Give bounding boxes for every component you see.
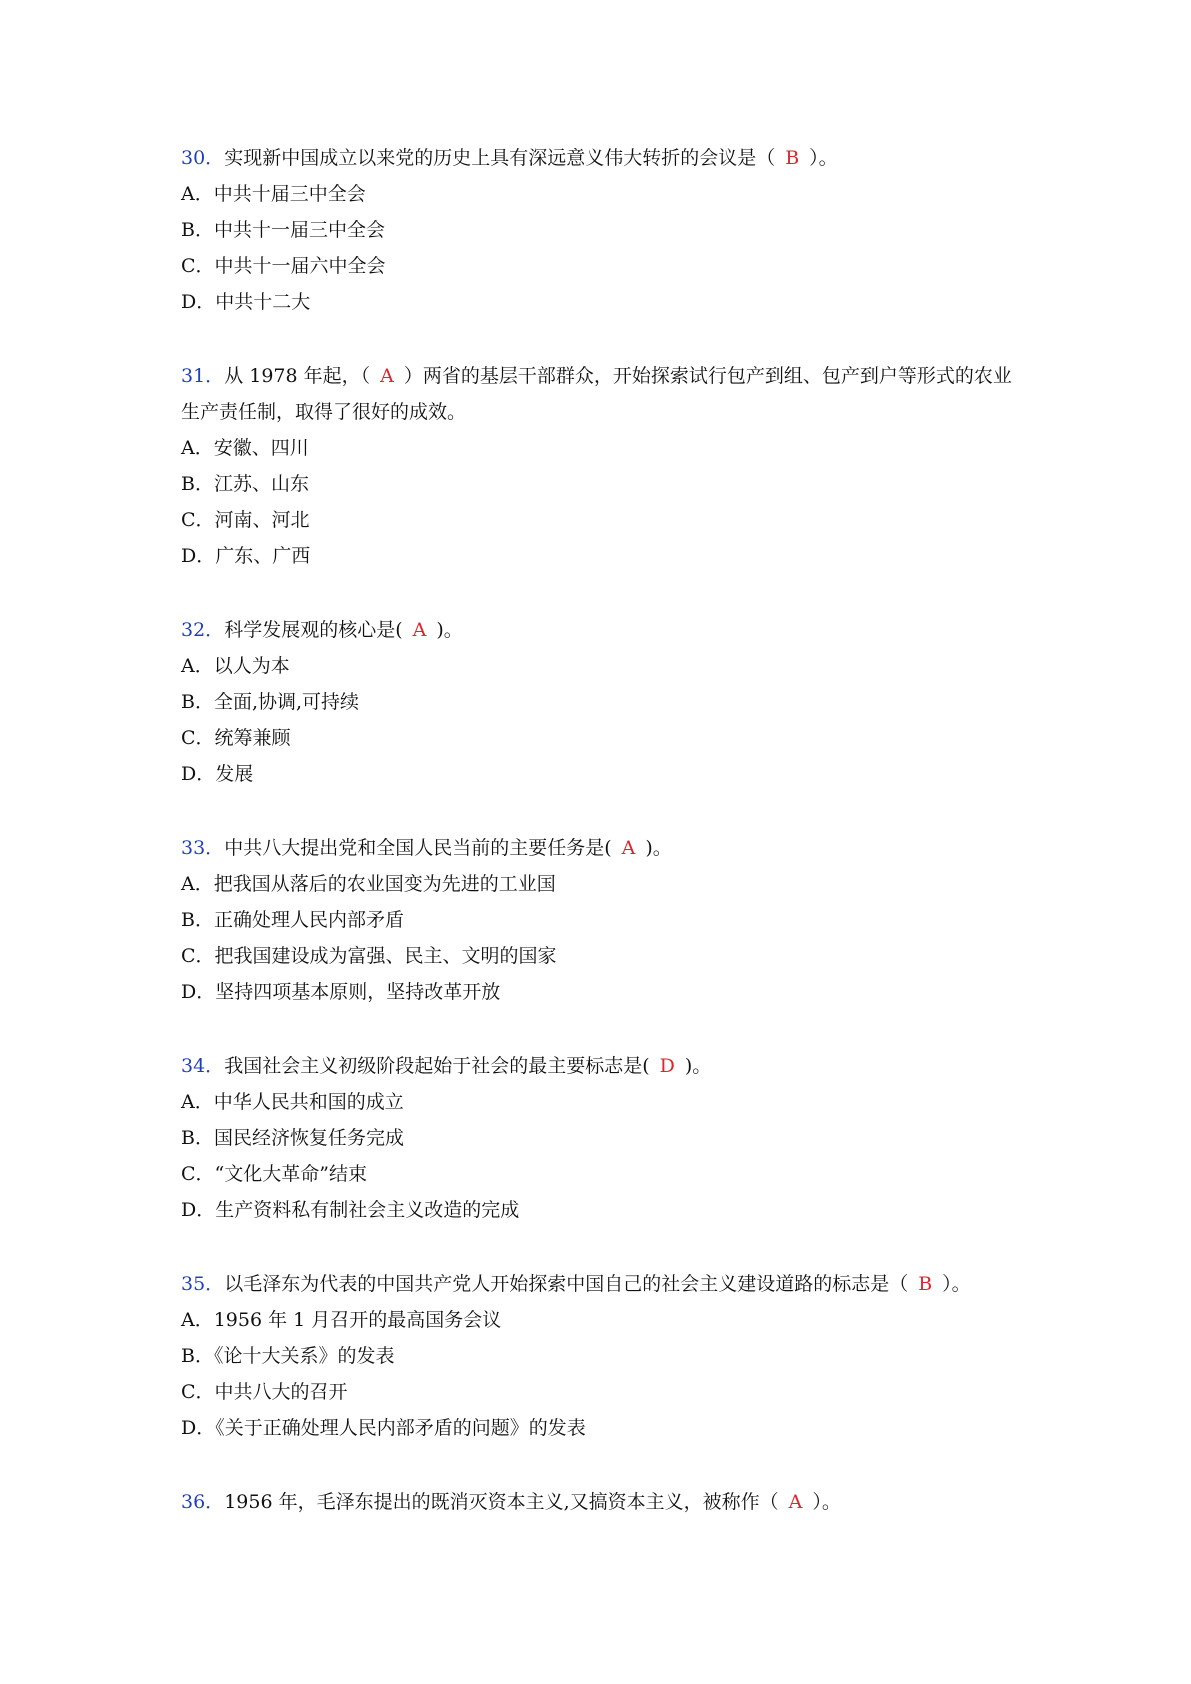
option-d: D．《关于正确处理人民内部矛盾的问题》的发表 xyxy=(181,1417,586,1439)
answer-letter: A xyxy=(412,619,427,641)
stem-text-end: ）。 xyxy=(809,147,838,169)
option-b: B．国民经济恢复任务完成 xyxy=(181,1127,404,1149)
option-c: C．统筹兼顾 xyxy=(181,727,291,749)
option-c: C．中共十一届六中全会 xyxy=(181,255,386,277)
question-number: 33． xyxy=(181,837,225,859)
stem-text: 1956 年，毛泽东提出的既消灭资本主义,又搞资本主义，被称作（ xyxy=(224,1491,779,1513)
stem-text: 实现新中国成立以来党的历史上具有深远意义伟大转折的会议是（ xyxy=(224,147,776,169)
question-number: 35． xyxy=(181,1273,225,1295)
question-stem xyxy=(181,830,1021,866)
question-stem xyxy=(181,1266,1021,1302)
option-a: A．1956 年 1 月召开的最高国务会议 xyxy=(181,1309,502,1331)
stem-text: 中共八大提出党和全国人民当前的主要任务是( xyxy=(224,837,612,859)
option-c: C．河南、河北 xyxy=(181,509,310,531)
option-b: B．正确处理人民内部矛盾 xyxy=(181,909,404,931)
question-stem xyxy=(181,1484,1021,1520)
question-number: 32． xyxy=(181,619,225,641)
answer-letter: A xyxy=(621,837,636,859)
question-36 xyxy=(181,1484,1021,1520)
option-a: A．中华人民共和国的成立 xyxy=(181,1091,404,1113)
answer-letter: D xyxy=(659,1055,675,1077)
question-number: 30． xyxy=(181,147,225,169)
option-d: D．广东、广西 xyxy=(181,545,311,567)
answer-letter: B xyxy=(918,1273,933,1295)
answer-letter: A xyxy=(380,365,394,387)
answer-letter: A xyxy=(788,1491,803,1513)
option-a: A．中共十届三中全会 xyxy=(181,183,366,205)
question-30 xyxy=(181,140,1021,320)
question-33 xyxy=(181,830,1021,1010)
option-d: D．中共十二大 xyxy=(181,291,311,313)
question-number: 34． xyxy=(181,1055,225,1077)
option-c: C．“文化大革命”结束 xyxy=(181,1163,367,1185)
stem-text: 科学发展观的核心是( xyxy=(224,619,403,641)
stem-text-end: )。 xyxy=(436,619,463,641)
option-a: A．把我国从落后的农业国变为先进的工业国 xyxy=(181,873,556,895)
stem-text-end: ）两省的基层干部群众，开始探索试行包产到组、包产到户等形式的农业生产责任制，取得了很好的成效。 xyxy=(181,365,1012,423)
option-d: D．生产资料私有制社会主义改造的完成 xyxy=(181,1199,520,1221)
quiz-page xyxy=(181,140,1021,1520)
option-d: D．发展 xyxy=(181,763,254,785)
option-c: C．把我国建设成为富强、民主、文明的国家 xyxy=(181,945,557,967)
stem-text-end: ）。 xyxy=(942,1273,971,1295)
question-stem xyxy=(181,358,1021,430)
stem-text: 我国社会主义初级阶段起始于社会的最主要标志是( xyxy=(224,1055,650,1077)
stem-text-end: ）。 xyxy=(812,1491,841,1513)
stem-text-end: )。 xyxy=(684,1055,712,1077)
stem-text-end: )。 xyxy=(645,837,672,859)
option-b: B．江苏、山东 xyxy=(181,473,309,495)
option-b: B．《论十大关系》的发表 xyxy=(181,1345,395,1367)
question-34 xyxy=(181,1048,1021,1228)
option-d: D．坚持四项基本原则，坚持改革开放 xyxy=(181,981,501,1003)
question-32 xyxy=(181,612,1021,792)
question-31 xyxy=(181,358,1021,574)
question-stem xyxy=(181,140,1021,176)
question-35 xyxy=(181,1266,1021,1446)
stem-text: 从 1978 年起，（ xyxy=(224,365,371,387)
option-c: C．中共八大的召开 xyxy=(181,1381,348,1403)
question-stem xyxy=(181,1048,1021,1084)
question-stem xyxy=(181,612,1021,648)
question-number: 36． xyxy=(181,1491,225,1513)
option-a: A．以人为本 xyxy=(181,655,290,677)
stem-text: 以毛泽东为代表的中国共产党人开始探索中国自己的社会主义建设道路的标志是（ xyxy=(224,1273,909,1295)
option-b: B．中共十一届三中全会 xyxy=(181,219,385,241)
option-b: B．全面,协调,可持续 xyxy=(181,691,360,713)
question-number: 31． xyxy=(181,365,225,387)
answer-letter: B xyxy=(785,147,800,169)
option-a: A．安徽、四川 xyxy=(181,437,309,459)
